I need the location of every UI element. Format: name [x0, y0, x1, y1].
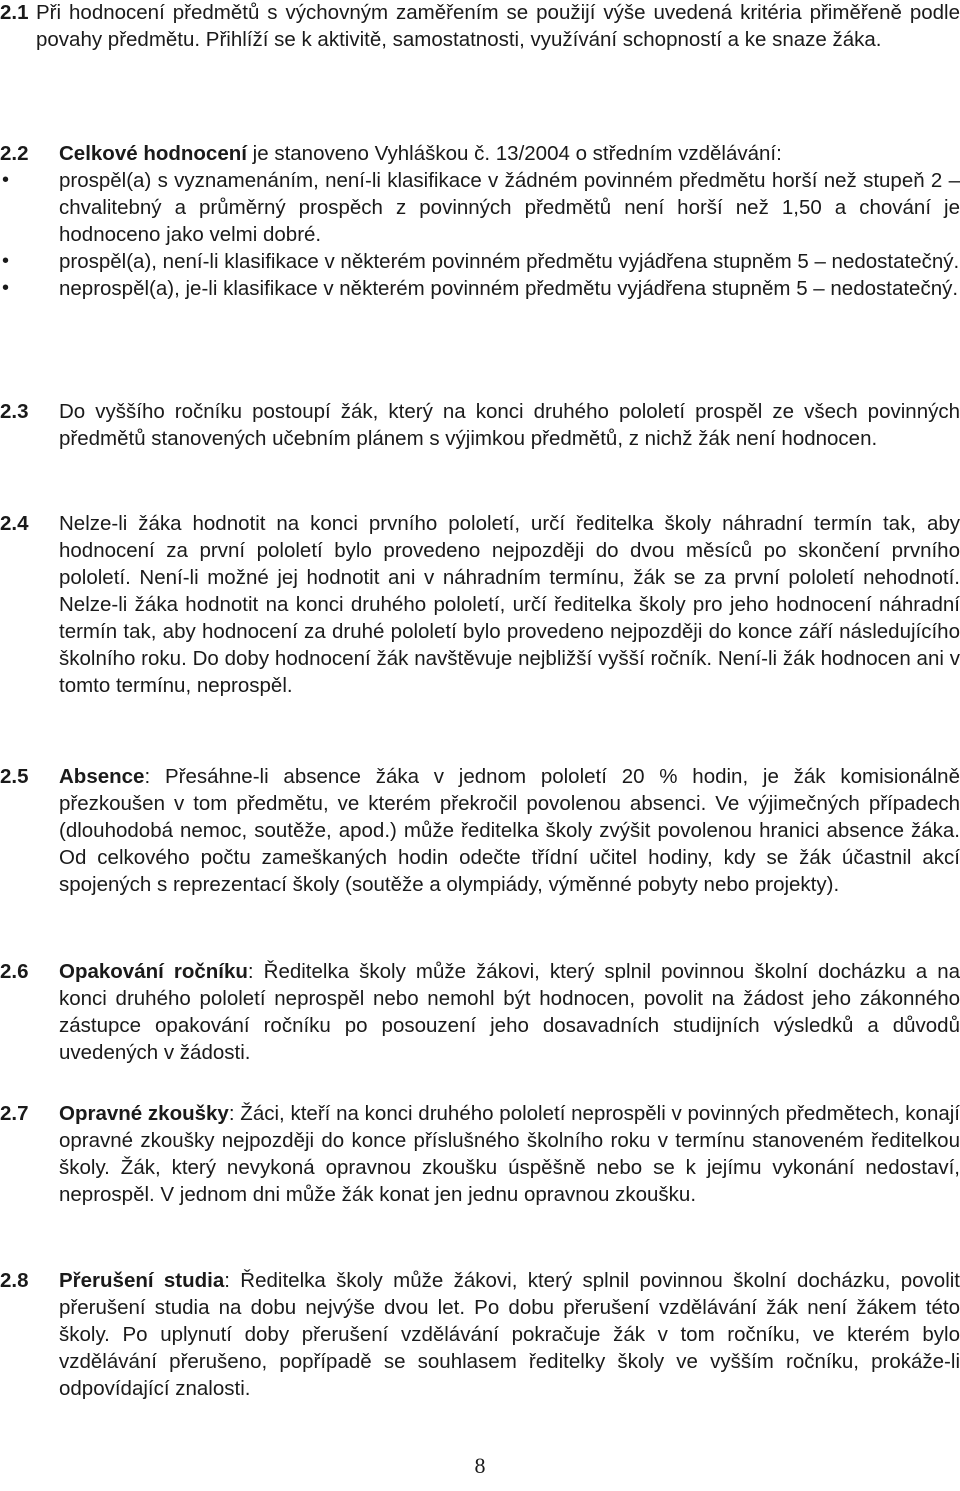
section-text: Nelze-li žáka hodnotit na konci prvního pololetí, určí ředitelka školy náhradní termín tak, aby hodnocení za první pololetí bylo provedeno nejpozději do dvou měsíců po skončení prvního pololetí. Není-li možné jej hodnotit ani v náhradním termínu, žák se za první pololetí nehodnotí. Nelze-li žáka hodnotit na konci druhého pololetí, určí ředitelka školy pro jeho hodnocení náhradní termín tak, aby hodnocení za druhé pololetí bylo provedeno nejpozději do konce září následujícího školního roku. Do doby hodnocení žák navštěvuje nejbližší vyšší ročník. Není-li žák hodnocen ani v tomto termínu, neprospěl.	[59, 512, 960, 697]
section-heading: Opakování ročníku	[59, 960, 248, 983]
section-2-3	[0, 398, 960, 452]
section-number: 2.4	[0, 512, 29, 535]
section-heading: Absence	[59, 765, 145, 788]
section-text: Do vyššího ročníku postoupí žák, který na konci druhého pololetí prospěl ze všech povinných předmětů stanovených učebním plánem s výjimkou předmětů, z nichž žák není hodnocen.	[59, 400, 960, 450]
section-number: 2.3	[0, 400, 29, 423]
section-body: : Ředitelka školy může žákovi, který splnil povinnou školní docházku a na konci druhého pololetí neprospěl nebo nemohl být hodnocen, povolit na žádost jeho zákonného zástupce opakování ročníku po posouzení jeho dosavadních studijních výsledků a důvodů uvedených v žádosti.	[59, 960, 960, 1064]
section-2-1	[0, 0, 960, 53]
section-heading: Přerušení studia	[59, 1269, 225, 1292]
section-text	[59, 140, 960, 167]
section-2-4	[0, 510, 960, 699]
bullet-list	[0, 167, 960, 302]
section-body: : Přesáhne-li absence žáka v jednom pololetí 20 % hodin, je žák komisionálně přezkoušen v tom předmětu, ve kterém překročil povolenou absenci. Ve výjimečných případech (dlouhodobá nemoc, soutěže, apod.) může ředitelka školy zvýšit povolenou hranici absence žáka. Od celkového počtu zameškaných hodin odečte třídní učitel hodiny, kdy se žák účastnil akcí spojených s reprezentací školy (soutěže a olympiády, výměnné pobyty nebo projekty).	[59, 765, 960, 896]
page-number: 8	[474, 1453, 486, 1478]
bullet-icon: •	[2, 169, 10, 191]
section-text	[59, 958, 960, 1066]
section-text	[59, 1100, 960, 1208]
section-number: 2.8	[0, 1269, 29, 1292]
list-item-text: prospěl(a), není-li klasifikace v některém povinném předmětu vyjádřena stupněm 5 – nedostatečný.	[59, 250, 960, 273]
section-text	[59, 763, 960, 898]
section-text: Při hodnocení předmětů s výchovným zaměřením se použijí výše uvedená kritéria přiměřeně podle povahy předmětu. Přihlíží se k aktivitě, samostatnosti, využívání schopností a ke snaze žáka.	[36, 1, 960, 51]
section-number: 2.7	[0, 1102, 29, 1125]
list-item	[0, 167, 960, 248]
bullet-icon: •	[2, 277, 10, 299]
section-number: 2.5	[0, 765, 29, 788]
list-item-text: prospěl(a) s vyznamenáním, není-li klasifikace v žádném povinném předmětu horší než stupeň 2 – chvalitebný a průměrný prospěch z povinných předmětů není horší než 1,50 a chování je hodnoceno jako velmi dobré.	[59, 169, 960, 246]
section-2-7	[0, 1100, 960, 1208]
section-number: 2.1	[0, 1, 29, 24]
section-intro: je stanoveno Vyhláškou č. 13/2004 o středním vzdělávání:	[246, 142, 782, 165]
list-item	[0, 275, 960, 302]
bullet-icon: •	[2, 250, 10, 272]
list-item-text: neprospěl(a), je-li klasifikace v některém povinném předmětu vyjádřena stupněm 5 – nedostatečný.	[59, 277, 959, 300]
section-body: : Ředitelka školy může žákovi, který splnil povinnou školní docházku, povolit přerušení studia na dobu nejvýše dvou let. Po dobu přerušení vzdělávání žák není žákem této školy. Po uplynutí doby přerušení vzdělávání pokračuje žák v tom ročníku, ve kterém bylo vzdělávání přerušeno, popřípadě se souhlasem ředitelky školy ve vyšším ročníku, prokáže-li odpovídající znalosti.	[59, 1269, 960, 1400]
section-body: : Žáci, kteří na konci druhého pololetí neprospěli v povinných předmětech, konají opravné zkoušky nejpozději do konce příslušného školního roku v termínu stanoveném ředitelkou školy. Žák, který nevykoná opravnou zkoušku úspěšně nebo se k jejímu vykonání nedostaví, neprospěl. V jednom dni může žák konat jen jednu opravnou zkoušku.	[59, 1102, 960, 1206]
section-heading: Celkové hodnocení	[59, 142, 247, 165]
section-heading: Opravné zkoušky	[59, 1102, 229, 1125]
section-2-5	[0, 763, 960, 898]
section-number: 2.2	[0, 142, 29, 165]
section-2-2	[0, 140, 960, 302]
section-text	[59, 1267, 960, 1402]
section-2-6	[0, 958, 960, 1066]
section-2-8	[0, 1267, 960, 1402]
list-item	[0, 248, 960, 275]
section-number: 2.6	[0, 960, 29, 983]
